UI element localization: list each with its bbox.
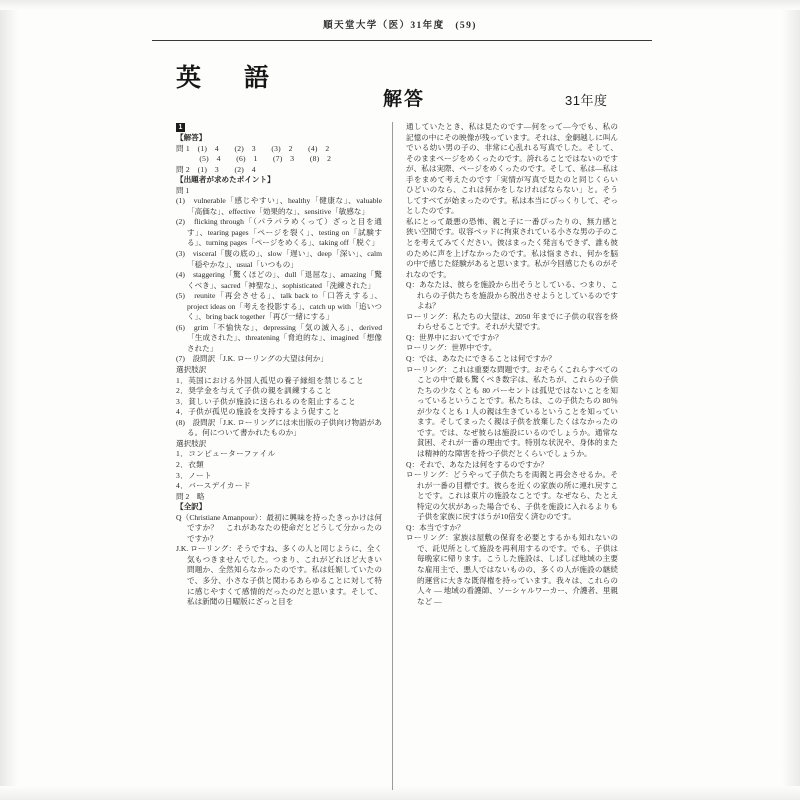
translation-paragraph: 通していたとき、私は見たのです―何をって―今でも、私の記憶の中にその映像が残っています。それは、金網越しに叫んでいる幼い男の子の、非常に心乱れる写真でした。そして、そのままページをめくったのです。誇れることではないのですが、私は実際、ページをめくったのです。そして、私は―私は手をまめて考えたのです「実情が写真で見たのと同じくらいひどいのなら、これは何かをしなければならない」と。そうしてすべてが始まったのです。私は本当にびっくりして、ぞっとしたのです。: [406, 122, 619, 216]
column-divider: [392, 122, 393, 790]
dialogue-line: Q：それで、あなたは何をするのですか？: [406, 459, 549, 469]
answer-row: 問 1 (1) 4 (2) 3 (3) 2 (4) 2: [176, 143, 330, 153]
dialogue-line: ローリング：家族は屋敷の保育を必要とするかも知れないので、託児所として施設を再利用するのです。でも、子供は毎晩家に帰ります。こうした施設は、しばしば地域の主要な雇用主で、悪人ではないものの、多くの人が施設の継続的運営に大きな既得権を持っています。我々は、これらの人々 ― 地域の看護師、ソーシャルワーカー、介護者、里親など ―: [406, 533, 618, 606]
question8-lead: (8) 設問訳「J.K. ローリングには未出版の子供向け物語がある。何について書かれたものか」: [176, 417, 382, 438]
header-rule: [152, 40, 652, 41]
question7-choice: 3．貧しい子供が施設に送られるのを阻止すること: [176, 396, 357, 406]
scan-edge-right: [782, 0, 800, 800]
dialogue-line: ローリング：これは重要な問題です。おそらくこれらすべてのことの中で最も驚くべき数字は、私たちが、これらの子供たちの少なくとも 80 パーセントは孤児ではないことを知っているということです。私たちは、この子供たちの 80％が少なくとも 1 人の親は生きているということを知っています。そしてまったく親は子供を放棄したくはなかったのです。では、なぜ彼らは施設にいるのでしょうか。通常な貧困、それが一番の理由です。特別な状況や、身体的または精神的な障害を持つ子供だとくらいでしょうか。: [406, 364, 618, 458]
left-column: [176, 122, 382, 608]
year-label: 31年度: [565, 93, 608, 108]
vocab-item: (4) staggering「驚くほどの」、dull「退屈な」、amazing「驚くべき」、sacred「神聖な」、sophisticated「洗練された」: [176, 270, 382, 290]
question7-choice: 2．奨学金を与えて子供の親を訓練すること: [176, 386, 333, 396]
vocab-item: (5) reunite「再会させる」、talk back to「口答えする」、project ideas on「考えを投影する」、catch up with「追いつく」、bring back together「再び一緒にする」: [176, 291, 382, 322]
question7-choice: 1．英国における外国人孤児の養子縁組を禁じること: [176, 375, 365, 385]
running-head: 順天堂大学（医）31年度 (59): [323, 21, 477, 31]
translation-heading: 【全訳】: [176, 502, 207, 512]
question2-note: 問 2 略: [176, 491, 205, 501]
points-heading: 【出題者が求めたポイント】: [176, 175, 275, 185]
question8-choice: 1．コンピューターファイル: [176, 449, 276, 459]
dialogue-line: Q：あなたは、彼らを施設から出そうとしている、つまり、これらの子供たちを施設から脱出させようとしているのですよね？: [406, 280, 618, 311]
dialogue-line: Q（Christiane Amanpour）：最初に興味を持ったきっかけは何ですか？ これがあなたの使命だとどうして分かったのですか？: [176, 512, 382, 543]
vocab-item: (3) visceral「腹の底の」、slow「遅い」、deep「深い」、calm「穏やかな」、usual「いつもの」: [176, 249, 382, 269]
translation-paragraph: 私にとって最悪の恐怖、親と子に一番ぴったりの、無力感と狭い空間です。収容ベッドに拘束されている小さな男の子のことを考えてみてください。彼はまったく発言もできず、誰も彼のために声を上げなかったのです。私は悩まされ、何かを脳の中で感じた経験があると思います。私が今回感じたものがそれなのです。: [406, 216, 619, 279]
dialogue-line: ローリング：どうやって子供たちを両親と再会させるか。それが一番の目標です。彼らを近くの家族の所に連れ戻すことです。これは東片の施設なことです。なぜなら、たとえ特定の欠状があった場合でも、子供を施設に入れるよりも子供を家族に戻すほうが10倍安く済むのです。: [406, 470, 618, 522]
answers-heading: 【解答】: [176, 133, 207, 142]
question8-choice: 3．ノート: [176, 470, 212, 480]
dialogue-line: ローリング：世界中です。: [406, 343, 497, 353]
subject-title: 英 語: [176, 65, 279, 92]
vocab-item: (6) grim「不愉快な」、depressing「気の滅入る」、derived「生成された」、threatening「脅迫的な」、imagined「想像された」: [176, 322, 382, 353]
dialogue-line: Q：本当ですか？: [406, 522, 465, 532]
scan-edge-left: [0, 0, 18, 800]
scan-edge-top: [0, 0, 800, 10]
answer-row: (5) 4 (6) 1 (7) 3 (8) 2: [176, 154, 332, 164]
dialogue-line: J.K. ローリング：そうですね、多くの人と同じように、全く気もつきませんでした。つまり、これがどれほど大きい問題か、全然知らなかったのです。私は妊娠していたので、多分、小さな子供と関わるあらゆることに対して特に感じやすくて感情的だったのだと思います。そして、私は新聞の日曜版にざっと目を: [176, 544, 382, 607]
answer-row: 問 2 (1) 3 (2) 4: [176, 164, 256, 174]
question8-choices-heading: 選択肢訳: [176, 438, 207, 448]
dialogue-line: Q：世界中においてですか？: [406, 332, 503, 342]
dialogue-line: Q：では、あなたにできることは何ですか？: [406, 354, 556, 364]
section-number-badge: 1: [176, 122, 382, 133]
question7-choice: 4．子供が孤児の施設を支持するよう促すこと: [176, 407, 341, 417]
vocab-item: (2) flicking through「（パラパラめくって）ざっと目を通す」、tearing pages「ページを裂く」、testing on「試験する」、turning pages「ページをめくる」、taking off「脱ぐ」: [176, 217, 382, 248]
right-column: [406, 122, 618, 607]
question7-lead: (7) 設問訳「J.K. ローリングの大望は何か」: [176, 354, 328, 364]
dialogue-line: ローリング：私たちの大望は、2050 年までに子供の収容を終わらせることです。それが大望です。: [406, 311, 618, 332]
question8-choice: 4．バースデイカード: [176, 481, 251, 491]
points-subheading: 問 1: [176, 185, 190, 195]
scan-edge-bottom: [0, 786, 800, 800]
question8-choice: 2．衣類: [176, 459, 205, 469]
question7-choices-heading: 選択肢訳: [176, 365, 207, 375]
answer-label: 解答: [383, 89, 426, 110]
vocab-item: (1) vulnerable「感じやすい」、healthy「健康な」、valuable「高価な」、effective「効果的な」、sensitive「敏感な」: [176, 196, 382, 216]
